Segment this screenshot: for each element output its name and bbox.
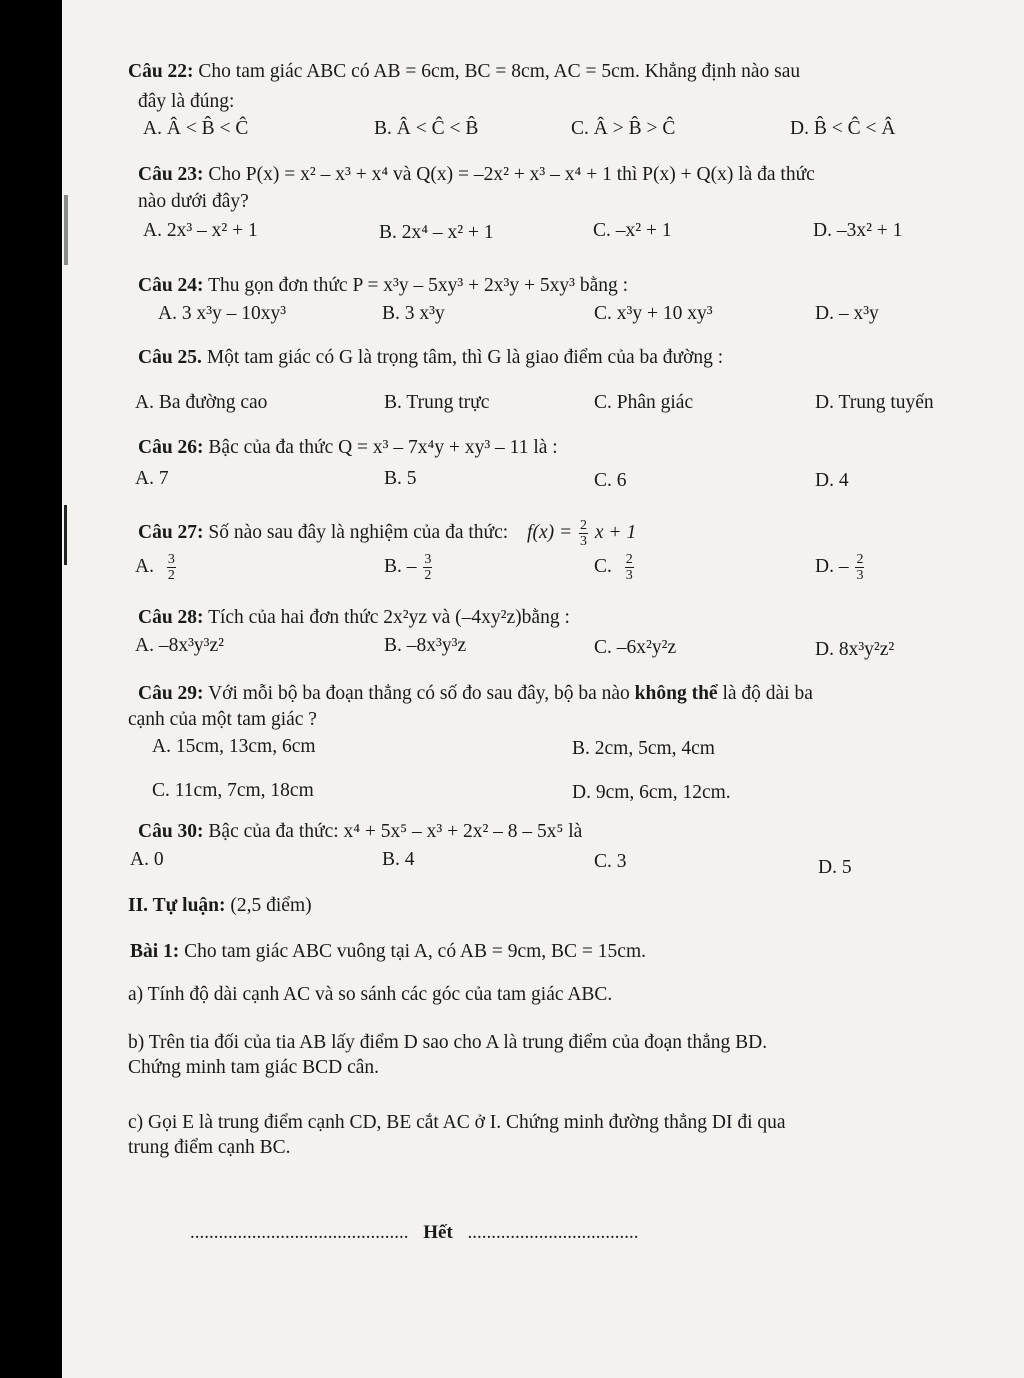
question-label: Câu 24:	[138, 275, 204, 296]
option-c: C. Phân giác	[594, 392, 694, 413]
denominator: 3	[625, 568, 633, 583]
option-a: A. –8x³y³z²	[135, 635, 225, 656]
question-label: Câu 29:	[138, 683, 204, 704]
numerator: 3	[424, 552, 432, 567]
option-d: D. Trung tuyến	[815, 392, 934, 413]
question-label: Câu 22:	[128, 61, 194, 82]
option-a: A. 2x³ – x² + 1	[143, 220, 258, 241]
numerator: 3	[167, 552, 175, 567]
option-c	[594, 552, 636, 583]
dots-left: ..............................................	[190, 1222, 409, 1243]
numerator: 2	[856, 552, 864, 567]
question-text: Bậc của đa thức Q = x³ – 7x⁴y + xy³ – 11 là :	[208, 437, 558, 458]
question-text: Cho P(x) = x² – x³ + x⁴ và Q(x) = –2x² + x³ – x⁴ + 1 thì P(x) + Q(x) là đa thức	[208, 164, 815, 185]
option-d: D. –3x² + 1	[813, 220, 903, 241]
problem-1	[130, 940, 646, 964]
question-26	[138, 436, 558, 460]
numerator: 2	[625, 552, 633, 567]
option-d: D. B̂ < Ĉ < Â	[790, 118, 896, 139]
option-letter: B. –	[384, 555, 417, 577]
question-text: Tích của hai đơn thức 2x²yz và (–4xy²z)bằng :	[208, 607, 570, 628]
numerator: 2	[580, 518, 588, 533]
option-d: D. 8x³y²z²	[815, 639, 895, 660]
question-24	[138, 274, 628, 298]
denominator: 3	[856, 568, 864, 583]
option-b: B. –8x³y³z	[384, 635, 467, 656]
problem-part-b: b) Trên tia đối của tia AB lấy điểm D sao cho A là trung điểm của đoạn thẳng BD.	[128, 1032, 768, 1053]
question-text: Cho tam giác ABC có AB = 6cm, BC = 8cm, AC = 5cm. Khẳng định nào sau	[198, 61, 801, 82]
option-a: A. 3 x³y – 10xy³	[158, 303, 287, 324]
question-label: Câu 25.	[138, 347, 202, 368]
option-d: D. 5	[818, 857, 852, 878]
option-c: C. 11cm, 7cm, 18cm	[152, 780, 314, 801]
section-heading	[128, 894, 312, 918]
option-d: D. 9cm, 6cm, 12cm.	[572, 782, 731, 803]
end-text: Hết	[423, 1222, 453, 1243]
function-lhs: f(x) =	[527, 521, 573, 543]
option-letter: A.	[135, 555, 154, 577]
option-c: C. x³y + 10 xy³	[594, 303, 713, 324]
question-22	[128, 60, 800, 84]
option-letter: D. –	[815, 555, 849, 577]
end-marker	[190, 1222, 639, 1244]
question-label: Câu 26:	[138, 437, 204, 458]
problem-part-a: a) Tính độ dài cạnh AC và so sánh các góc của tam giác ABC.	[128, 984, 613, 1005]
fraction	[579, 518, 588, 549]
option-a: A. 15cm, 13cm, 6cm	[152, 736, 316, 757]
option-b: B. 2cm, 5cm, 4cm	[572, 738, 715, 759]
question-text-cont: cạnh của một tam giác ?	[128, 709, 317, 730]
option-b: B. Trung trực	[384, 392, 490, 413]
option-b	[384, 552, 434, 583]
problem-part-c-cont: trung điểm cạnh BC.	[128, 1137, 291, 1158]
section-points: (2,5 điểm)	[230, 895, 312, 916]
fraction	[625, 552, 634, 583]
question-text: Số nào sau đây là nghiệm của đa thức:	[208, 521, 509, 543]
option-a	[135, 552, 178, 583]
question-29	[138, 682, 813, 706]
problem-text: Cho tam giác ABC vuông tại A, có AB = 9cm, BC = 15cm.	[184, 941, 646, 962]
problem-label: Bài 1:	[130, 941, 180, 962]
option-c: C. Â > B̂ > Ĉ	[571, 118, 676, 139]
option-a: A. 7	[135, 468, 169, 489]
question-label: Câu 28:	[138, 607, 204, 628]
question-label: Câu 23:	[138, 164, 204, 185]
margin-mark	[64, 505, 67, 565]
question-text: là độ dài ba	[722, 683, 813, 704]
denominator: 3	[580, 534, 588, 549]
fraction	[167, 552, 176, 583]
option-letter: C.	[594, 555, 612, 577]
question-text: Một tam giác có G là trọng tâm, thì G là giao điểm của ba đường :	[206, 347, 724, 368]
question-label: Câu 30:	[138, 821, 204, 842]
option-b: B. 3 x³y	[382, 303, 445, 324]
option-c: C. 6	[594, 470, 627, 491]
option-a: A. 0	[130, 849, 164, 870]
dots-right: ....................................	[467, 1222, 639, 1243]
question-text-cont: nào dưới đây?	[138, 191, 249, 212]
question-28	[138, 606, 570, 630]
option-b: B. 5	[384, 468, 417, 489]
option-c: C. 3	[594, 851, 627, 872]
denominator: 2	[424, 568, 432, 583]
question-text: Với mỗi bộ ba đoạn thẳng có số đo sau đây, bộ ba nào	[208, 683, 630, 704]
fraction	[855, 552, 864, 583]
problem-part-b-cont: Chứng minh tam giác BCD cân.	[128, 1057, 380, 1078]
question-30	[138, 820, 582, 844]
question-text: Bậc của đa thức: x⁴ + 5x⁵ – x³ + 2x² – 8 – 5x⁵ là	[208, 821, 583, 842]
question-23	[138, 163, 815, 187]
option-d: D. – x³y	[815, 303, 879, 324]
option-b: B. 2x⁴ – x² + 1	[379, 222, 494, 243]
function-rhs: x + 1	[594, 521, 637, 543]
margin-mark	[64, 195, 68, 265]
section-title: II. Tự luận:	[128, 895, 226, 916]
question-text: Thu gọn đơn thức P = x³y – 5xy³ + 2x³y + 5xy³ bằng :	[208, 275, 629, 296]
option-c: C. –x² + 1	[593, 220, 672, 241]
denominator: 2	[167, 568, 175, 583]
option-c: C. –6x²y²z	[594, 637, 677, 658]
option-b: B. 4	[382, 849, 415, 870]
question-text-emphasis: không thể	[634, 683, 718, 704]
option-b: B. Â < Ĉ < B̂	[374, 118, 479, 139]
question-label: Câu 27:	[138, 521, 204, 543]
option-a: A. Â < B̂ < Ĉ	[143, 118, 249, 139]
option-d: D. 4	[815, 470, 849, 491]
option-a: A. Ba đường cao	[135, 392, 268, 413]
option-d	[815, 552, 866, 583]
question-27	[138, 518, 636, 549]
question-text-cont: đây là đúng:	[138, 91, 235, 112]
fraction	[423, 552, 432, 583]
question-25	[138, 346, 723, 370]
problem-part-c: c) Gọi E là trung điểm cạnh CD, BE cắt AC ở I. Chứng minh đường thẳng DI đi qua	[128, 1112, 786, 1133]
